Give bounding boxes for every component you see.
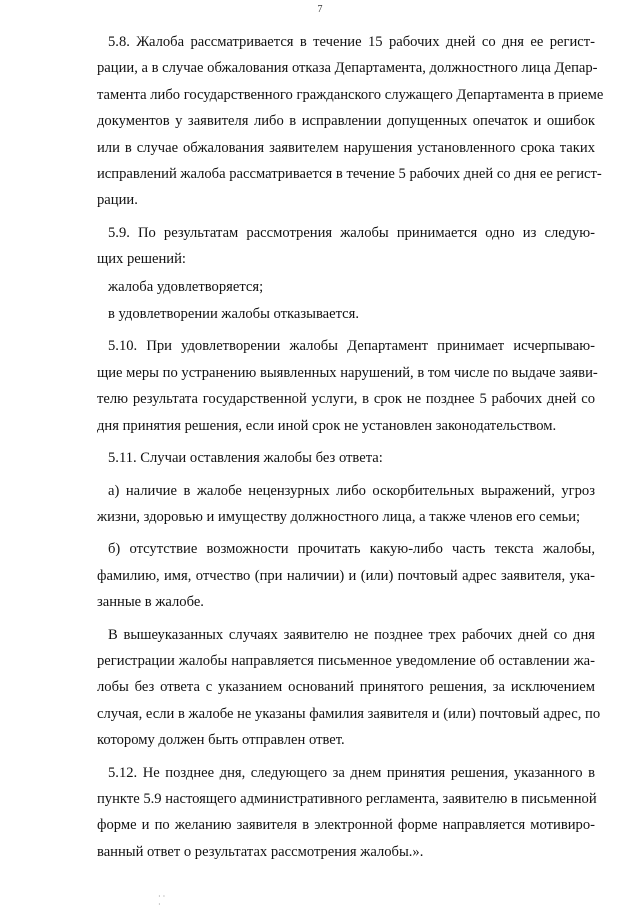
- text-line: тамента либо государственного гражданского служащего Департамента в приеме: [97, 86, 604, 103]
- text-line: дня принятия решения, если иной срок не установлен законодательством.: [97, 417, 557, 434]
- paragraph-5-12: [97, 760, 595, 866]
- document-body: [97, 29, 604, 865]
- text-line: 5.9. По результатам рассмотрения жалобы принимается одно из следую-: [108, 224, 595, 241]
- paragraph-5-11-heading: 5.11. Случаи оставления жалобы без ответа:: [108, 450, 383, 467]
- text-line: случая, если в жалобе не указаны фамилия заявителя и (или) почтовый адрес, по: [97, 705, 601, 722]
- paragraph-5-10: [97, 333, 598, 439]
- text-line: рации.: [97, 192, 138, 209]
- text-line: щие меры по устранению выявленных нарушений, в том числе по выдаче заяви-: [97, 364, 598, 381]
- text-line: 5.12. Не позднее дня, следующего за днем принятия решения, указанного в: [108, 764, 595, 781]
- text-line: которому должен быть отправлен ответ.: [97, 732, 345, 749]
- decision-item-refused: в удовлетворении жалобы отказывается.: [108, 306, 360, 323]
- text-line: 5.10. При удовлетворении жалобы Департамент принимает исчерпываю-: [108, 338, 595, 355]
- text-line: 5.8. Жалоба рассматривается в течение 15 рабочих дней со дня ее регист-: [108, 34, 595, 50]
- page-number: 7: [317, 4, 323, 15]
- text-line: лобы без ответа с указанием оснований принятого решения, за исключением: [97, 679, 595, 696]
- text-line: или в случае обжалования заявителем нарушения установленного срока таких: [97, 139, 595, 156]
- paragraph-5-11-note: [97, 622, 601, 754]
- scan-mark: · · ·: [158, 892, 166, 909]
- text-line: регистрации жалобы направляется письменное уведомление об оставлении жа-: [97, 652, 595, 669]
- paragraph-5-9: [97, 220, 595, 273]
- text-line: документов у заявителя либо в исправлении допущенных опечаток и ошибок: [97, 113, 595, 130]
- text-line: б) отсутствие возможности прочитать какую-либо часть текста жалобы,: [108, 541, 595, 558]
- decision-item-satisfied: жалоба удовлетворяется;: [108, 278, 264, 295]
- text-line: ванный ответ о результатах рассмотрения жалобы.».: [97, 843, 424, 860]
- text-line: а) наличие в жалобе нецензурных либо оскорбительных выражений, угроз: [108, 482, 595, 499]
- text-line: фамилию, имя, отчество (при наличии) и (или) почтовый адрес заявителя, ука-: [97, 567, 595, 584]
- paragraph-5-11-item-a: [97, 478, 595, 531]
- text-line: исправлений жалоба рассматривается в течение 5 рабочих дней со дня ее регист-: [97, 166, 602, 183]
- paragraph-5-8: [97, 29, 604, 214]
- text-line: жизни, здоровью и имуществу должностного лица, а также членов его семьи;: [97, 508, 581, 525]
- text-line: В вышеуказанных случаях заявителю не позднее трех рабочих дней со дня: [108, 626, 595, 643]
- text-line: занные в жалобе.: [97, 594, 204, 611]
- text-line: щих решений:: [97, 251, 186, 268]
- text-line: форме и по желанию заявителя в электронной форме направляется мотивиро-: [97, 817, 595, 834]
- paragraph-5-11-item-b: [97, 536, 595, 615]
- text-line: рации, а в случае обжалования отказа Департамента, должностного лица Депар-: [97, 60, 598, 77]
- text-line: телю результата государственной услуги, в срок не позднее 5 рабочих дней со: [97, 391, 595, 408]
- text-line: пункте 5.9 настоящего административного регламента, заявителю в письменной: [97, 790, 597, 807]
